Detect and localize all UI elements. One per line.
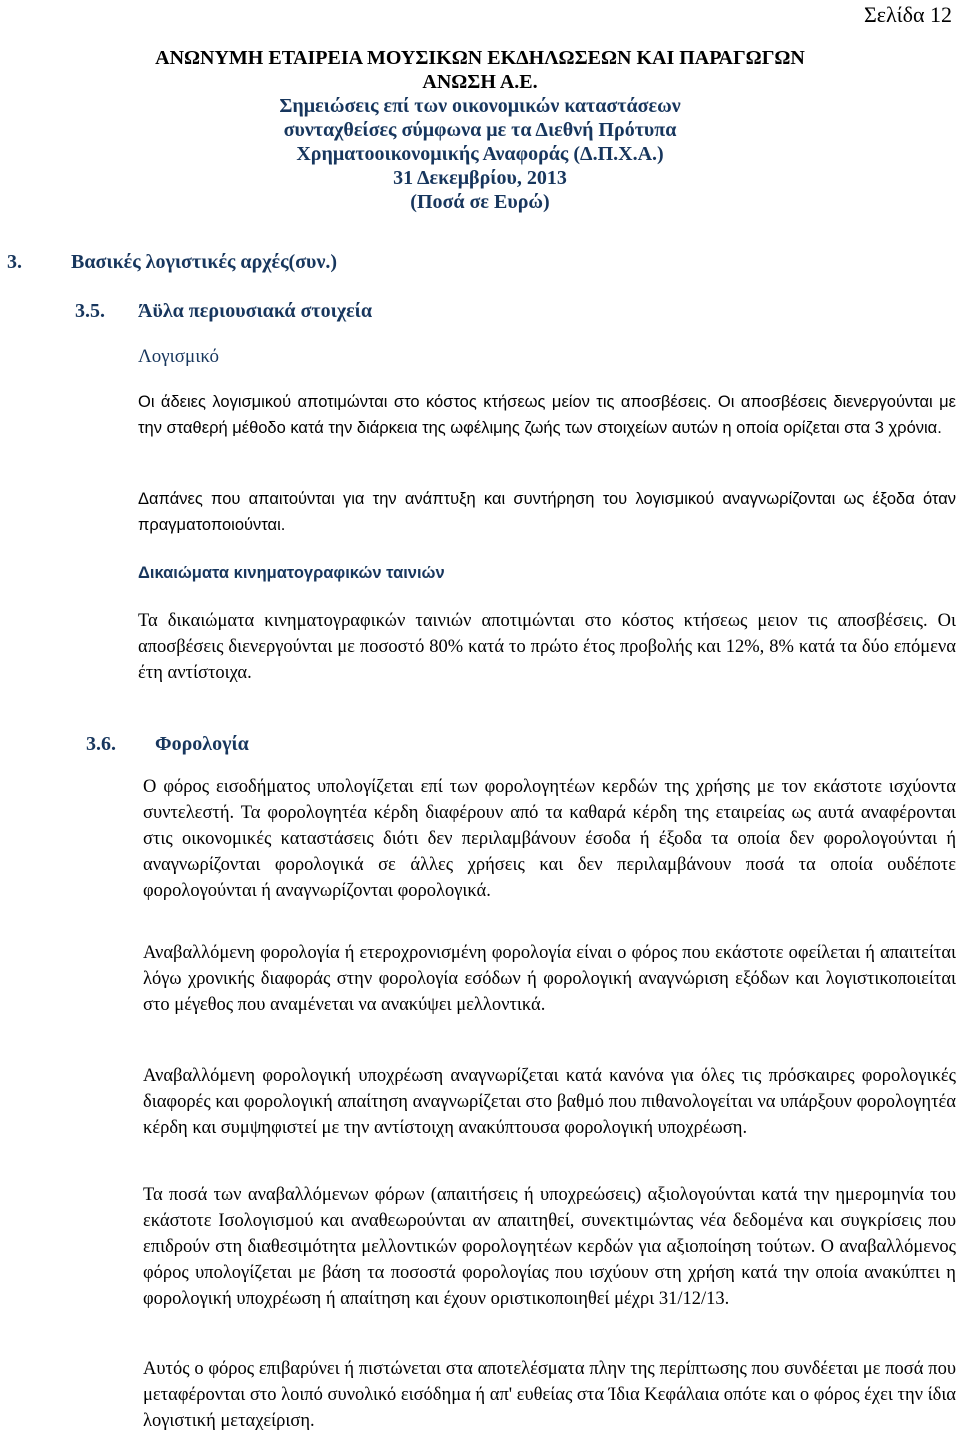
section-36-number: 3.6. — [86, 733, 116, 755]
tax-paragraph-5: Αυτός ο φόρος επιβαρύνει ή πιστώνεται στα αποτελέσματα πλην της περίπτωσης που συνδέεται με ποσά που μεταφέρονται στο λοιπό συνολικό εισόδημα ή απ' ευθείας στα Ίδια Κεφάλαια οπότε και ο φόρος έχει την ίδια λογιστική μεταχείριση. — [143, 1359, 956, 1431]
report-date: 31 Δεκεμβρίου, 2013 — [393, 167, 567, 189]
notes-title-line2: συνταχθείσες σύμφωνα με τα Διεθνή Πρότυπα — [283, 119, 677, 141]
tax-paragraph-2: Αναβαλλόμενη φορολογία ή ετεροχρονισμένη φορολογία είναι ο φόρος που εκάστοτε οφείλεται ή απαιτείται λόγω χρονικής διαφοράς στην φορολογία εσόδων ή φορολογική αναγνώριση εξόδων και λογιστικοποιείται στο μέγεθος που αναμένεται να ανακύψει μελλοντικά. — [143, 943, 956, 1015]
page-number: Σελίδα 12 — [863, 2, 952, 27]
film-rights-heading: Δικαιώματα κινηματογραφικών ταινιών — [138, 564, 445, 582]
section-3-title: Βασικές λογιστικές αρχές(συν.) — [71, 251, 338, 273]
company-name: ΑΝΩΝΥΜΗ ΕΤΑΙΡΕΙΑ ΜΟΥΣΙΚΩΝ ΕΚΔΗΛΩΣΕΩΝ ΚΑΙ ΠΑΡΑΓΩΓΩΝ — [155, 47, 805, 69]
company-name-short: ΑΝΩΣΗ Α.Ε. — [422, 71, 538, 93]
software-paragraph-1: Οι άδειες λογισμικού αποτιμώνται στο κόστος κτήσεως μείον τις αποσβέσεις. Οι αποσβέσεις διενεργούνται με την σταθερή μέθοδο κατά την διάρκεια της ωφέλιμης ζωής των στοιχείων αυτών η οποία ορίζεται στα 3 χρόνια. — [138, 393, 956, 437]
section-35-title: Άϋλα περιουσιακά στοιχεία — [138, 300, 372, 322]
tax-paragraph-1: Ο φόρος εισοδήματος υπολογίζεται επί των φορολογητέων κερδών της χρήσης με τον εκάστοτε ισχύοντα συντελεστή. Τα φορολογητέα κέρδη διαφέρουν από τα καθαρά κέρδη της εταιρείας ως αυτά αναφέρονται στις οικονομικές καταστάσεις διότι δεν περιλαμβάνουν έσοδα ή έξοδα τα οποία δεν φορολογούνται ή αναγνωρίζονται φορολογικά σε άλλες χρήσεις και δεν περιλαμβάνουν ποσά τα οποία ουδέποτε φορολογούνται ή αναγνωρίζονται φορολογικά. — [143, 777, 956, 901]
section-35-heading — [75, 300, 372, 323]
software-heading: Λογισμικό — [138, 346, 219, 367]
tax-paragraph-3: Αναβαλλόμενη φορολογική υποχρέωση αναγνωρίζεται κατά κανόνα για όλες τις πρόσκαιρες φορολογικές διαφορές και φορολογική απαίτηση αναγνωρίζεται στο βαθμό που πιθανολογείται να υπάρξουν φορολογητέα κέρδη και συμψηφιστεί με την αντίστοιχη ανακύπτουσα φορολογική υποχρέωση. — [143, 1066, 956, 1138]
software-paragraph-2: Δαπάνες που απαιτούνται για την ανάπτυξη και συντήρηση του λογισμικού αναγνωρίζονται ως έξοδα όταν πραγματοποιούνται. — [138, 490, 956, 534]
film-rights-paragraph: Τα δικαιώματα κινηματογραφικών ταινιών αποτιμώνται στο κόστος κτήσεως μειον τις αποσβέσεις. Οι αποσβέσεις διενεργούνται με ποσοστό 80% κατά το πρώτο έτος προβολής και 12%, 8% κατά τα δύο επόμενα έτη αντίστοιχα. — [138, 611, 956, 683]
document-header — [0, 46, 960, 214]
section-36-title: Φορολογία — [155, 733, 249, 755]
currency-note: (Ποσά σε Ευρώ) — [410, 191, 550, 213]
section-3-heading — [7, 251, 337, 274]
section-3-number: 3. — [7, 251, 22, 273]
notes-title-line1: Σημειώσεις επί των οικονομικών καταστάσεων — [279, 95, 681, 117]
section-36-heading — [86, 733, 249, 756]
notes-title-line3: Χρηματοοικονομικής Αναφοράς (Δ.Π.Χ.Α.) — [296, 143, 664, 165]
section-35-number: 3.5. — [75, 300, 105, 322]
tax-paragraph-4: Τα ποσά των αναβαλλόμενων φόρων (απαιτήσεις ή υποχρεώσεις) αξιολογούνται κατά την ημερομηνία του εκάστοτε Ισολογισμού και αναθεωρούνται αν απαιτηθεί, συνεκτιμώντας νέα δεδομένα και συγκρίσεις που επιδρούν στη διαθεσιμότητα μελλοντικών φορολογητέων κερδών για αξιοποίηση τούτων. Ο αναβαλλόμενος φόρος υπολογίζεται με βάση τα ποσοστά φορολογίας που ισχύουν στη χρήση κατά την οποία ανακύπτει η φορολογική υποχρέωση ή απαίτηση και έχουν οριστικοποιηθεί μέχρι 31/12/13. — [143, 1185, 956, 1309]
